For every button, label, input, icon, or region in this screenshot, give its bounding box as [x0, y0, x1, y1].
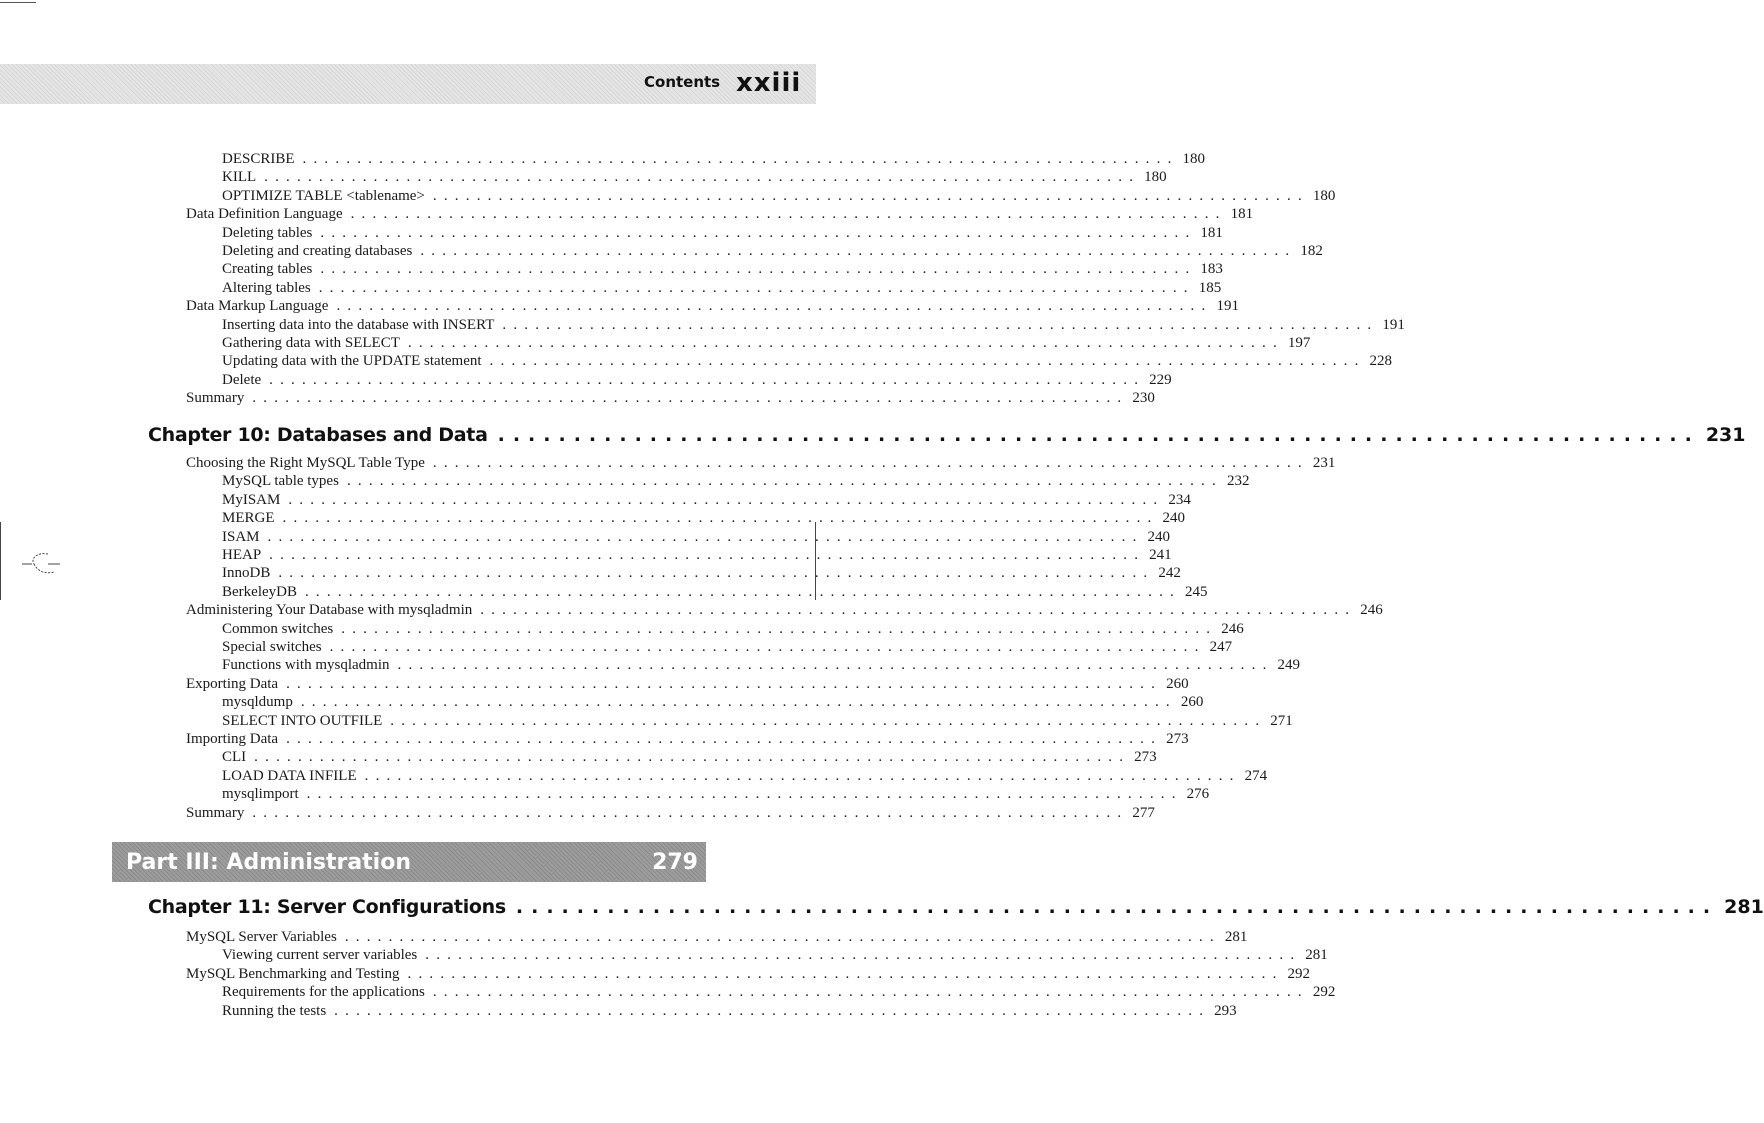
toc-entry[interactable]: [222, 150, 1206, 168]
dot-leader: ................................................................................: [264, 169, 1141, 186]
dot-leader: ................................................................................: [282, 510, 1159, 527]
toc-entry-page: 274: [1244, 767, 1268, 784]
dot-leader: ................................................................................: [320, 261, 1197, 278]
toc-entry[interactable]: [222, 371, 1172, 389]
running-header-title: Contents: [644, 73, 721, 91]
toc-entry[interactable]: [186, 928, 1248, 946]
toc-entry-page: 273: [1166, 731, 1189, 747]
toc-entry-page: 180: [1182, 151, 1206, 167]
toc-entry-page: 181: [1200, 224, 1223, 241]
toc-entry-title: InnoDB: [222, 565, 271, 582]
toc-entry-title: mysqldump: [222, 694, 293, 711]
toc-entry-page: 234: [1168, 491, 1191, 508]
running-header-page-number: xxiii: [736, 68, 802, 98]
toc-entry-page: 229: [1149, 371, 1172, 388]
toc-entry[interactable]: [186, 389, 1155, 407]
toc-entry[interactable]: [222, 748, 1157, 766]
toc-entry-page: 241: [1149, 547, 1172, 563]
toc-entry-page: 183: [1200, 261, 1223, 278]
dot-leader: ................................................................................: [344, 929, 1221, 945]
toc-entry-page: 292: [1312, 984, 1336, 1001]
dot-leader: ................................................................................: [302, 151, 1179, 167]
toc-entry-page: 281: [1305, 947, 1328, 964]
chapter-page: 231: [1705, 424, 1746, 446]
dot-leader: ................................................................................: [267, 528, 1144, 545]
toc-entry[interactable]: [222, 946, 1328, 964]
toc-entry-page: 181: [1230, 206, 1254, 223]
toc-entry[interactable]: [186, 297, 1239, 315]
toc-entry[interactable]: [222, 693, 1204, 711]
toc-entry-page: 246: [1221, 620, 1244, 637]
toc-entry-title: Special switches: [222, 639, 322, 655]
toc-entry[interactable]: [186, 804, 1155, 822]
dot-leader: ................................................................................: [329, 639, 1206, 655]
toc-entry[interactable]: [222, 712, 1293, 730]
dot-leader: ................................................................................: [390, 712, 1267, 729]
toc-entry-title: DESCRIBE: [222, 151, 295, 167]
toc-entry-page: 232: [1226, 473, 1250, 490]
dot-leader: ................................................................................: [336, 298, 1213, 315]
toc-entry-title: MySQL Server Variables: [186, 929, 337, 945]
dot-leader: ................................................................................: [397, 657, 1274, 674]
toc-entry-title: Updating data with the UPDATE statement: [222, 353, 482, 370]
toc-entry-title: MyISAM: [222, 491, 281, 508]
toc-entry-title: OPTIMIZE TABLE <tablename>: [222, 187, 425, 204]
chapter-title: Chapter 11: Server Configurations: [148, 896, 506, 918]
dot-leader: ................................................................................: [350, 206, 1227, 223]
toc-entry-page: 231: [1312, 455, 1336, 471]
toc-entry-title: Creating tables: [222, 261, 313, 278]
dot-leader: ................................................................................: [254, 749, 1131, 766]
toc-entry-title: LOAD DATA INFILE: [222, 767, 357, 784]
dot-leader: ................................................................................: [432, 984, 1309, 1001]
toc-entry-title: Deleting and creating databases: [222, 243, 413, 259]
dot-leader: ................................................................................: [425, 947, 1302, 964]
toc-entry-page: 292: [1287, 965, 1311, 982]
toc-entry-page: 247: [1209, 639, 1233, 655]
dot-leader: ................................................................................: [407, 335, 1284, 351]
toc-entry-title: Inserting data into the database with INSERT: [222, 316, 495, 333]
toc-entry-page: 230: [1132, 390, 1155, 407]
toc-entry-page: 293: [1214, 1002, 1237, 1019]
toc-entry-title: BerkeleyDB: [222, 583, 297, 600]
dot-leader: ................................................................................: [286, 731, 1163, 747]
part-3-banner[interactable]: [112, 842, 706, 882]
toc-entry-page: 249: [1277, 657, 1301, 674]
toc-entry-title: KILL: [222, 169, 257, 186]
toc-entry-page: 182: [1300, 243, 1323, 259]
toc-entry-page: 240: [1162, 510, 1185, 527]
toc-entry-title: Common switches: [222, 620, 334, 637]
toc-entry[interactable]: [222, 334, 1311, 352]
toc-entry-title: Requirements for the applications: [222, 984, 425, 1001]
part-title: Part III: Administration: [126, 849, 412, 875]
toc-entry-title: Summary: [186, 804, 245, 821]
dot-leader: ................................................................................: [489, 353, 1366, 370]
toc-entry-page: 277: [1132, 804, 1155, 821]
dot-leader: ................................................................................: [252, 804, 1129, 821]
dot-leader: ................................................................................: [364, 767, 1241, 784]
toc-entry-title: Summary: [186, 390, 245, 407]
toc-entry-title: mysqlimport: [222, 786, 299, 803]
toc-entry-title: Running the tests: [222, 1002, 327, 1019]
toc-entry-page: 197: [1287, 335, 1311, 351]
toc-entry[interactable]: [222, 564, 1181, 582]
chapter-11-heading[interactable]: [148, 896, 1764, 922]
dot-leader: ................................................................................: [286, 675, 1163, 692]
toc-entry[interactable]: [222, 316, 1405, 334]
toc-entry-page: 246: [1360, 602, 1383, 619]
toc-entry[interactable]: [222, 491, 1191, 509]
toc-entry-title: Choosing the Right MySQL Table Type: [186, 455, 425, 471]
toc-entry-title: Data Markup Language: [186, 298, 329, 315]
part-page: 279: [652, 849, 698, 875]
toc-entry-page: 273: [1134, 749, 1157, 766]
toc-entry-page: 228: [1369, 353, 1393, 370]
dot-leader: ................................................................................: [407, 965, 1284, 982]
toc-entry[interactable]: [222, 260, 1223, 278]
toc-entry[interactable]: [222, 983, 1336, 1001]
toc-entry-page: 180: [1312, 187, 1336, 204]
toc-entry-page: 260: [1166, 675, 1189, 692]
toc-entry[interactable]: [186, 454, 1336, 472]
dot-leader: ................................................................................: [334, 1002, 1211, 1019]
toc-entry-page: 191: [1216, 298, 1239, 315]
toc-entry[interactable]: [186, 965, 1311, 983]
toc-entry[interactable]: [222, 546, 1172, 564]
dot-leader: ................................................................................: [420, 243, 1297, 259]
toc-entry-page: 260: [1180, 694, 1204, 711]
toc-entry[interactable]: [186, 205, 1254, 223]
toc-entry-title: Gathering data with SELECT: [222, 335, 400, 351]
toc-entry-title: Exporting Data: [186, 675, 279, 692]
dot-leader: ................................................................................: [432, 187, 1309, 204]
toc-entry[interactable]: [222, 224, 1223, 242]
toc-entry-title: Deleting tables: [222, 224, 313, 241]
toc-entry[interactable]: [222, 656, 1301, 674]
toc-entry-title: Administering Your Database with mysqladmin: [186, 602, 473, 619]
toc-entry[interactable]: [222, 1002, 1237, 1020]
toc-entry[interactable]: [222, 509, 1185, 527]
toc-entry[interactable]: [222, 638, 1233, 656]
dot-leader: ................................................................................: [300, 694, 1177, 711]
dot-leader: ................................................................................: [480, 602, 1357, 619]
toc-entry-title: ISAM: [222, 528, 260, 545]
toc-entry-page: 271: [1270, 712, 1293, 729]
chapter-10-heading[interactable]: [148, 424, 1746, 450]
toc-entry[interactable]: [222, 472, 1250, 490]
toc-entry-page: 191: [1382, 316, 1405, 333]
toc-entry-title: Data Definition Language: [186, 206, 343, 223]
toc-entry[interactable]: [186, 730, 1189, 748]
toc-entry-title: Delete: [222, 371, 262, 388]
toc-entry[interactable]: [222, 242, 1323, 260]
dot-leader: ................................................................................: [306, 786, 1183, 803]
toc-entry-title: Importing Data: [186, 731, 279, 747]
dot-leader: ................................................................................: [269, 371, 1146, 388]
chapter-title: Chapter 10: Databases and Data: [148, 424, 488, 446]
toc-entry-page: 245: [1184, 583, 1208, 600]
toc-entry-title: Viewing current server variables: [222, 947, 418, 964]
toc-entry-title: MERGE: [222, 510, 275, 527]
toc-entry[interactable]: [222, 187, 1336, 205]
dot-leader: ................................................................................: [269, 547, 1146, 563]
dot-leader: ................................................................................: [502, 316, 1379, 333]
dot-leader: ................................................................................: [288, 491, 1165, 508]
toc-entry[interactable]: [222, 620, 1244, 638]
toc-entry[interactable]: [222, 583, 1208, 601]
toc-entry-page: 276: [1186, 786, 1210, 803]
toc-entry[interactable]: [222, 528, 1171, 546]
dot-leader: ................................................................................: [346, 473, 1223, 490]
dot-leader: ................................................................................: [320, 224, 1197, 241]
dot-leader: ...............................................................................: [515, 896, 1719, 918]
dot-leader: ................................................................................: [318, 279, 1195, 296]
dot-leader: ................................................................................: [341, 620, 1218, 637]
toc-entry[interactable]: [222, 279, 1222, 297]
toc-entry[interactable]: [222, 352, 1393, 370]
dot-leader: ................................................................................: [304, 583, 1181, 600]
dot-leader: ...............................................................................: [497, 424, 1700, 446]
chapter-page: 281: [1724, 896, 1764, 918]
toc-entry-title: MySQL table types: [222, 473, 339, 490]
toc-entry-page: 242: [1158, 565, 1181, 582]
toc-entry-title: Altering tables: [222, 279, 311, 296]
toc-entry[interactable]: [222, 785, 1210, 803]
dot-leader: ................................................................................: [432, 455, 1309, 471]
toc-entry-page: 281: [1224, 929, 1248, 945]
toc-entry-page: 180: [1144, 169, 1167, 186]
toc-entry[interactable]: [222, 767, 1268, 785]
toc-entry-title: MySQL Benchmarking and Testing: [186, 965, 400, 982]
toc-entry-page: 185: [1198, 279, 1222, 296]
toc-entry-title: SELECT INTO OUTFILE: [222, 712, 383, 729]
toc-entry-title: Functions with mysqladmin: [222, 657, 390, 674]
toc-entry[interactable]: [186, 601, 1383, 619]
toc-entry[interactable]: [186, 675, 1189, 693]
dot-leader: ................................................................................: [252, 390, 1129, 407]
toc-entry-page: 240: [1147, 528, 1171, 545]
toc-entry-title: HEAP: [222, 547, 262, 563]
dot-leader: ................................................................................: [278, 565, 1155, 582]
toc-entry-title: CLI: [222, 749, 247, 766]
toc-entry[interactable]: [222, 168, 1167, 186]
